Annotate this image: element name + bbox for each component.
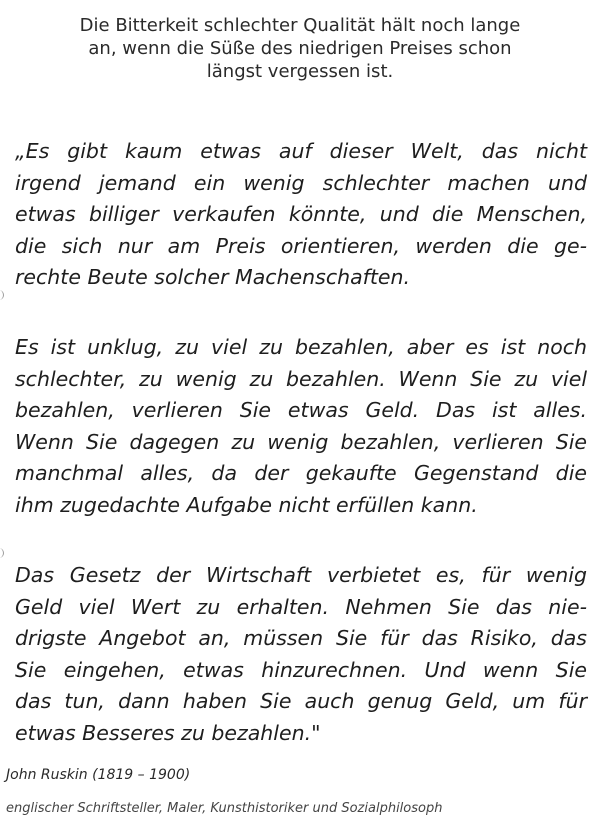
author-description: englischer Schriftsteller, Maler, Kunsthistoriker und Sozialphilosoph — [6, 801, 443, 816]
quote-line: bezahlen, verlieren Sie etwas Geld. Das ist alles. — [15, 398, 588, 422]
intro-line: an, wenn die Süße des niedrigen Preises schon — [88, 38, 512, 59]
quote-line: Sie eingehen, etwas hinzurechnen. Und wenn Sie — [15, 657, 588, 682]
intro-text — [20, 14, 580, 83]
margin-mark — [0, 548, 4, 558]
margin-mark — [0, 290, 4, 300]
quote-line: manchmal alles, da der gekaufte Gegenstand die — [15, 461, 588, 485]
intro-line: Die Bitterkeit schlechter Qualität hält noch lange — [79, 15, 521, 36]
quote-line: drigste Angebot an, müssen Sie für das Risiko, das — [15, 626, 587, 650]
quote-line: die sich nur am Preis orientieren, werden die ge- — [15, 233, 588, 258]
quote-paragraph-3 — [15, 560, 587, 749]
quote-line: Es ist unklug, zu viel zu bezahlen, aber es ist noch — [15, 335, 588, 359]
quote-line: Wenn Sie dagegen zu wenig bezahlen, verlieren Sie — [15, 429, 588, 454]
quote-line: Das Gesetz der Wirtschaft verbietet es, für wenig — [15, 563, 588, 587]
quote-line: ihm zugedachte Aufgabe nicht erfüllen kann. — [15, 492, 478, 517]
author-name: John Ruskin (1819 – 1900) — [6, 767, 191, 783]
intro-line: längst vergessen ist. — [206, 61, 394, 82]
quote-line: etwas billiger verkaufen könnte, und die Menschen, — [15, 202, 588, 226]
quote-line: „Es gibt kaum etwas auf dieser Welt, das nicht — [15, 139, 587, 163]
quote-line: schlechter, zu wenig zu bezahlen. Wenn Sie zu viel — [15, 366, 588, 391]
quote-paragraph-2 — [15, 332, 587, 521]
quote-line: etwas Besseres zu bezahlen." — [15, 720, 321, 745]
quote-line: irgend jemand ein wenig schlechter machen und — [15, 170, 587, 195]
quote-line: rechte Beute solcher Machenschaften. — [15, 265, 411, 289]
quote-line: das tun, dann haben Sie auch genug Geld, um für — [15, 689, 588, 713]
quote-line: Geld viel Wert zu erhalten. Nehmen Sie das nie- — [15, 594, 587, 619]
quote-paragraph-1 — [15, 136, 587, 294]
